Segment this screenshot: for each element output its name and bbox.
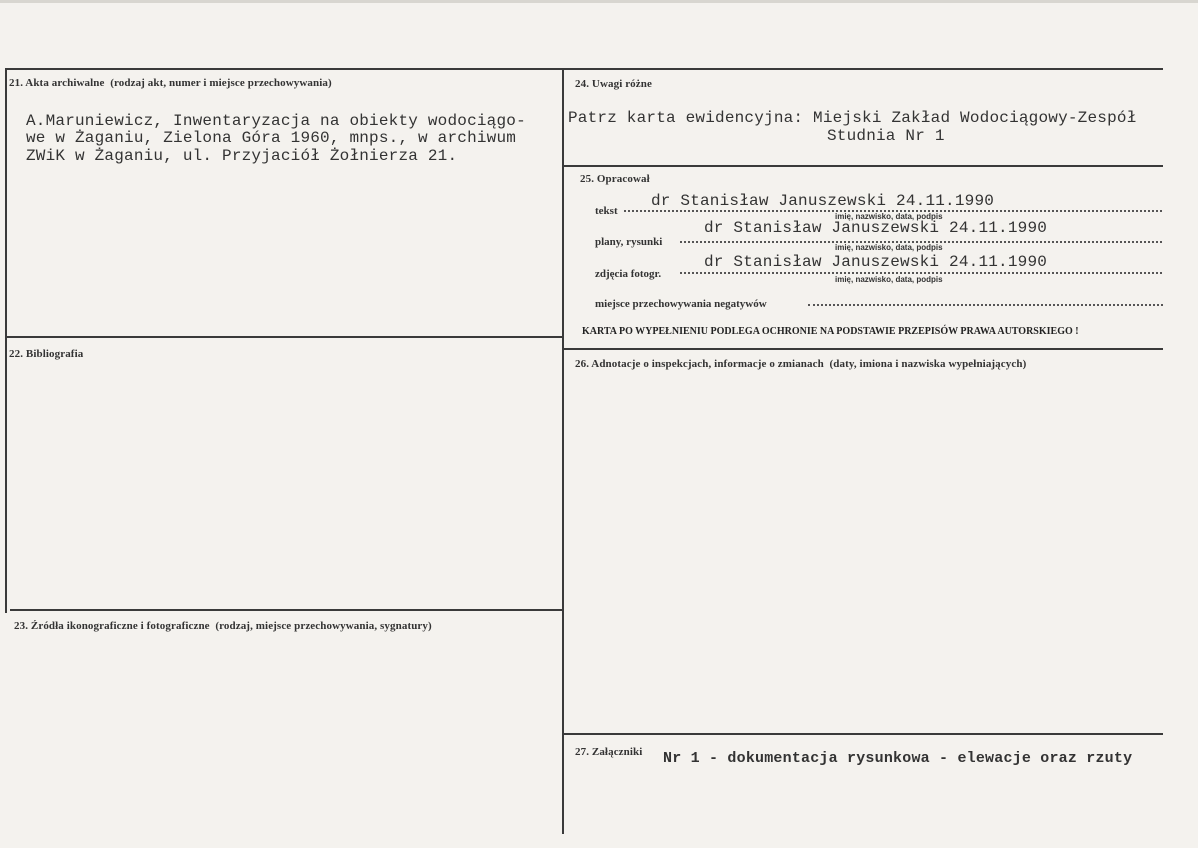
rule-25-26 xyxy=(563,348,1163,350)
section-26-label xyxy=(575,358,1026,370)
rule-21-22 xyxy=(5,336,563,338)
plany-value: dr Stanisław Januszewski 24.11.1990 xyxy=(704,219,1048,237)
section-24-label: 24. Uwagi różne xyxy=(575,78,652,90)
section-26-subtitle: (daty, imiona i nazwiska wypełniających) xyxy=(829,358,1027,370)
rule-24-25 xyxy=(563,165,1163,167)
plany-hint: imię, nazwisko, data, podpis xyxy=(835,243,943,252)
section-22-label: 22. Bibliografia xyxy=(9,348,84,360)
center-divider xyxy=(562,68,564,834)
section-24-line-1: Patrz karta ewidencyjna: Miejski Zakład Wodociągowy-Zespół xyxy=(568,109,1137,127)
zdjecia-dotted-line xyxy=(680,272,1162,274)
rule-26-27 xyxy=(563,733,1163,735)
tekst-value: dr Stanisław Januszewski 24.11.1990 xyxy=(651,192,995,210)
copyright-notice: KARTA PO WYPEŁNIENIU PODLEGA OCHRONIE NA PODSTAWIE PRZEPISÓW PRAWA AUTORSKIEGO ! xyxy=(582,326,1079,337)
section-25-label: 25. Opracował xyxy=(580,173,650,185)
zdjecia-value: dr Stanisław Januszewski 24.11.1990 xyxy=(704,253,1048,271)
section-21-label xyxy=(9,77,332,89)
section-23-title: 23. Źródła ikonograficzne i fotograficzne xyxy=(14,620,210,632)
tekst-label: tekst xyxy=(595,205,618,217)
section-21-line-1: A.Maruniewicz, Inwentaryzacja na obiekty wodociągo- xyxy=(26,112,526,130)
section-21-line-3: ZWiK w Żaganiu, ul. Przyjaciół Żołnierza 21. xyxy=(26,147,458,165)
negatywy-label: miejsce przechowywania negatywów xyxy=(595,298,767,310)
negatywy-dotted-line xyxy=(808,304,1163,306)
plany-label: plany, rysunki xyxy=(595,236,663,248)
rule-22-23 xyxy=(10,609,563,611)
section-27-value: Nr 1 - dokumentacja rysunkowa - elewacje oraz rzuty xyxy=(663,750,1133,767)
section-21-title: 21. Akta archiwalne xyxy=(9,77,105,89)
section-21-subtitle: (rodzaj akt, numer i miejsce przechowywania) xyxy=(110,77,332,89)
section-21-line-2: we w Żaganiu, Zielona Góra 1960, mnps., w archiwum xyxy=(26,129,517,147)
section-23-subtitle: (rodzaj, miejsce przechowywania, sygnatury) xyxy=(215,620,432,632)
zdjecia-label: zdjęcia fotogr. xyxy=(595,268,662,280)
section-24-line-2: Studnia Nr 1 xyxy=(827,127,945,145)
top-rule xyxy=(5,68,1163,70)
left-border xyxy=(5,68,7,613)
zdjecia-hint: imię, nazwisko, data, podpis xyxy=(835,275,943,284)
section-23-label xyxy=(14,620,432,632)
section-27-label: 27. Załączniki xyxy=(575,746,643,758)
tekst-hint: imię, nazwisko, data, podpis xyxy=(835,212,943,221)
card-top-edge xyxy=(0,0,1198,3)
section-26-title: 26. Adnotacje o inspekcjach, informacje o zmianach xyxy=(575,358,824,370)
